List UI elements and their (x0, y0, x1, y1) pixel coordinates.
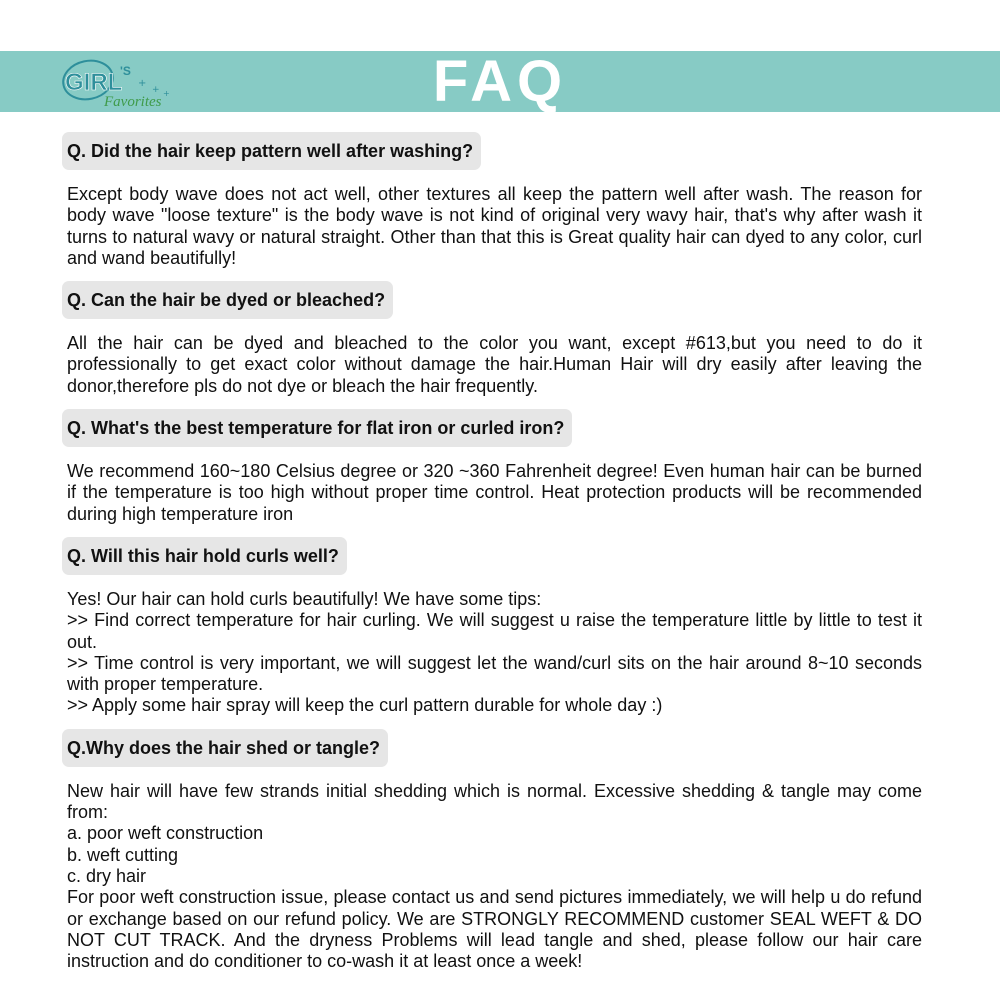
answer-line: Except body wave does not act well, other textures all keep the pattern well after wash. The reason for body wave "loose texture" is the body wave is not kind of original very wavy hair, that's why after wash it turns to natural wavy or natural straight. Other than that this is Great quality hair can dyed to any color, curl and wand beautifully! (67, 184, 922, 268)
logo-text-script: Favorites (104, 94, 162, 110)
faq-item (62, 729, 922, 973)
answer-list-item: a. poor weft construction (67, 823, 264, 844)
answer-tip: >> Find correct temperature for hair curling. We will suggest u raise the temperature little by little to test it out. (67, 610, 922, 652)
answer-line: For poor weft construction issue, please contact us and send pictures immediately, we will help u do refund or exchange based on our refund policy. We are STRONGLY RECOMMEND customer SEAL WEFT & DO NOT CUT TRACK. And the dryness Problems will lead tangle and shed, please follow our hair care instruction and do conditioner to co-wash it at least once a week! (67, 887, 922, 972)
page-title: FAQ (432, 49, 568, 114)
answer-line: Yes! Our hair can hold curls beautifully! We have some tips: (67, 588, 542, 609)
faq-banner (0, 51, 1000, 112)
answer-line: New hair will have few strands initial shedding which is normal. Excessive shedding & tangle may come from: (67, 780, 922, 823)
faq-question: Q. Will this hair hold curls well? (62, 537, 347, 575)
faq-answer (67, 781, 922, 973)
faq-item (62, 409, 922, 525)
faq-answer (67, 333, 922, 397)
answer-tip: >> Time control is very important, we will suggest let the wand/curl sits on the hair around 8~10 seconds with proper temperature. (67, 652, 922, 695)
answer-line: All the hair can be dyed and bleached to the color you want, except #613,but you need to do it professionally to get exact color without damage the hair.Human Hair will dry easily after leaving the donor,therefore pls do not dye or bleach the hair frequently. (67, 333, 922, 396)
faq-question: Q.Why does the hair shed or tangle? (62, 729, 388, 767)
faq-item (62, 537, 922, 717)
faq-answer (67, 461, 922, 525)
sparkle-icon: + (152, 85, 160, 95)
answer-list-item: c. dry hair (67, 865, 147, 886)
answer-line: We recommend 160~180 Celsius degree or 320 ~360 Fahrenheit degree! Even human hair can be burned if the temperature is too high without proper time control. Heat protection products will be recommended during high temperature iron (67, 461, 922, 524)
sparkle-icon: + (138, 78, 147, 89)
faq-item (62, 132, 922, 269)
answer-list-item: b. weft cutting (67, 844, 179, 865)
logo-text-main: GIRL (65, 69, 123, 96)
faq-question: Q. Can the hair be dyed or bleached? (62, 281, 393, 319)
faq-list (62, 132, 922, 984)
faq-question: Q. What's the best temperature for flat iron or curled iron? (62, 409, 572, 447)
logo-text-superscript: 'S (120, 64, 131, 78)
answer-tip: >> Apply some hair spray will keep the curl pattern durable for whole day :) (67, 695, 663, 716)
faq-answer (67, 589, 922, 717)
faq-answer (67, 184, 922, 269)
faq-question: Q. Did the hair keep pattern well after washing? (62, 132, 481, 170)
faq-item (62, 281, 922, 397)
sparkle-icon: + (163, 89, 170, 98)
